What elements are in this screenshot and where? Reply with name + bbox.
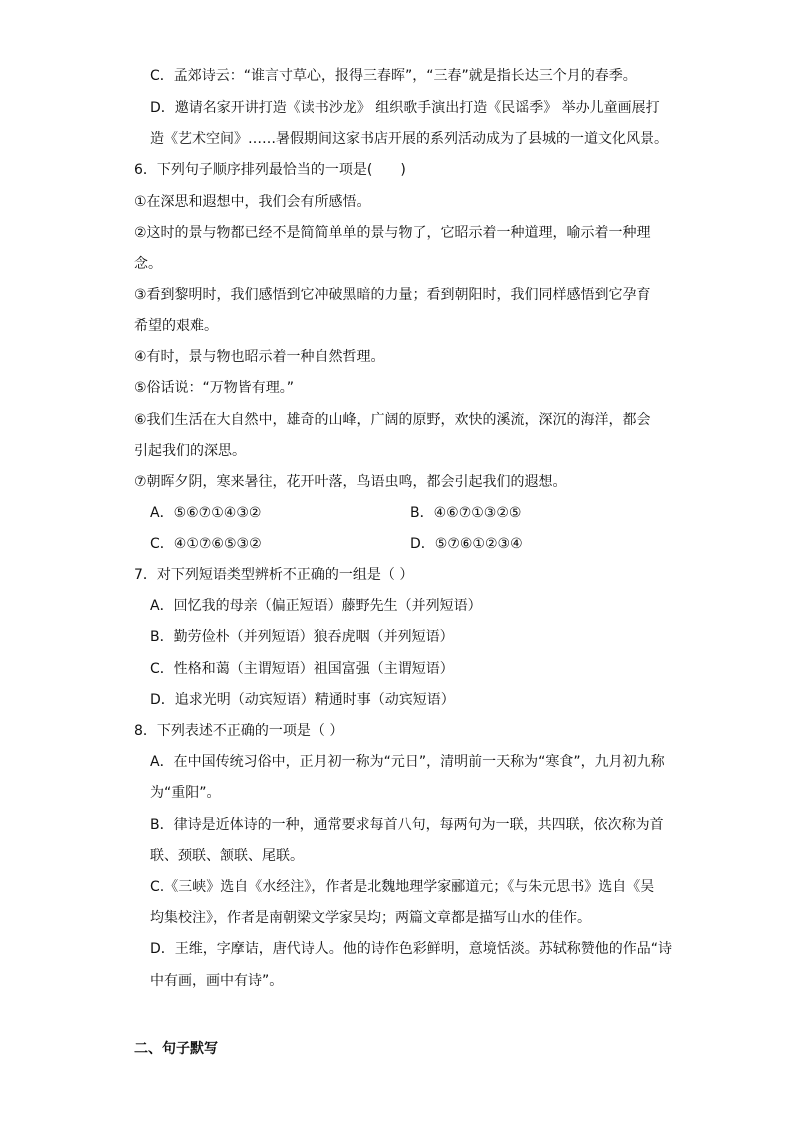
q7-option-b: B．勤劳俭朴（并列短语）狼吞虎咽（并列短语） (150, 629, 454, 645)
q8-option-d-line1: D．王维，字摩诘，唐代诗人。他的诗作色彩鲜明，意境恬淡。苏轼称赞他的作品“诗 (150, 941, 673, 957)
q6-option-a: A．⑤⑥⑦①④③② (150, 505, 262, 521)
prev-option-c: C．孟郊诗云：“谁言寸草心，报得三春晖”，“三春”就是指长达三个月的春季。 (150, 68, 637, 84)
q6-sentence-5: ⑤俗话说：“万物皆有理。” (134, 380, 295, 396)
prev-option-d-line1: D．邀请名家开讲打造《读书沙龙》 组织歌手演出打造《民谣季》 举办儿童画展打 (150, 100, 660, 116)
q6-sentence-7: ⑦朝晖夕阴，寒来暑往，花开叶落，鸟语虫鸣，都会引起我们的遐想。 (134, 474, 567, 490)
q6-sentence-3-line1: ③看到黎明时，我们感悟到它冲破黑暗的力量；看到朝阳时，我们同样感悟到它孕育 (134, 287, 651, 303)
q6-sentence-4: ④有时，景与物也昭示着一种自然哲理。 (134, 349, 385, 365)
q7-option-d: D．追求光明（动宾短语）精通时事（动宾短语） (150, 692, 455, 708)
q8-option-b-line2: 联、颈联、颔联、尾联。 (150, 848, 304, 864)
q8-option-a-line2: 为“重阳”。 (150, 785, 221, 801)
q7-option-c: C．性格和蔼（主谓短语）祖国富强（主谓短语） (150, 661, 454, 677)
q6-stem: 6．下列句子顺序排列最恰当的一项是( ) (134, 162, 406, 178)
q6-option-d: D．⑤⑦⑥①②③④ (410, 536, 523, 552)
q8-option-c-line1: C.《三峡》选自《水经注》，作者是北魏地理学家郦道元；《与朱元思书》选自《吴 (150, 879, 655, 895)
q8-stem: 8．下列表述不正确的一项是（ ） (134, 723, 344, 739)
q6-sentence-1: ①在深思和遐想中，我们会有所感悟。 (134, 194, 371, 210)
q8-option-b-line1: B．律诗是近体诗的一种，通常要求每首八句，每两句为一联，共四联，依次称为首 (150, 817, 664, 833)
prev-option-d-line2: 造《艺术空间》……暑假期间这家书店开展的系列活动成为了县城的一道文化风景。 (150, 131, 668, 147)
q6-sentence-6-line2: 引起我们的深思。 (134, 443, 246, 459)
q6-sentence-6-line1: ⑥我们生活在大自然中，雄奇的山峰，广阔的原野，欢快的溪流，深沉的海洋，都会 (134, 412, 651, 428)
q8-option-d-line2: 中有画，画中有诗”。 (150, 973, 284, 989)
q7-stem: 7．对下列短语类型辨析不正确的一组是（ ） (134, 567, 414, 583)
section-title: 二、句子默写 (134, 1041, 218, 1057)
q6-option-b: B．④⑥⑦①③②⑤ (410, 505, 522, 521)
q6-sentence-3-line2: 希望的艰难。 (134, 318, 218, 334)
q6-sentence-2-line2: 念。 (134, 256, 162, 272)
q6-option-c: C．④①⑦⑥⑤③② (150, 536, 262, 552)
q8-option-c-line2: 均集校注》，作者是南朝梁文学家吴均；两篇文章都是描写山水的佳作。 (150, 910, 591, 926)
q6-sentence-2-line1: ②这时的景与物都已经不是简简单单的景与物了，它昭示着一种道理，喻示着一种理 (134, 225, 651, 241)
q8-option-a-line1: A．在中国传统习俗中，正月初一称为“元日”，清明前一天称为“寒食”，九月初九称 (150, 754, 665, 770)
q7-option-a: A．回忆我的母亲（偏正短语）藤野先生（并列短语） (150, 598, 482, 614)
